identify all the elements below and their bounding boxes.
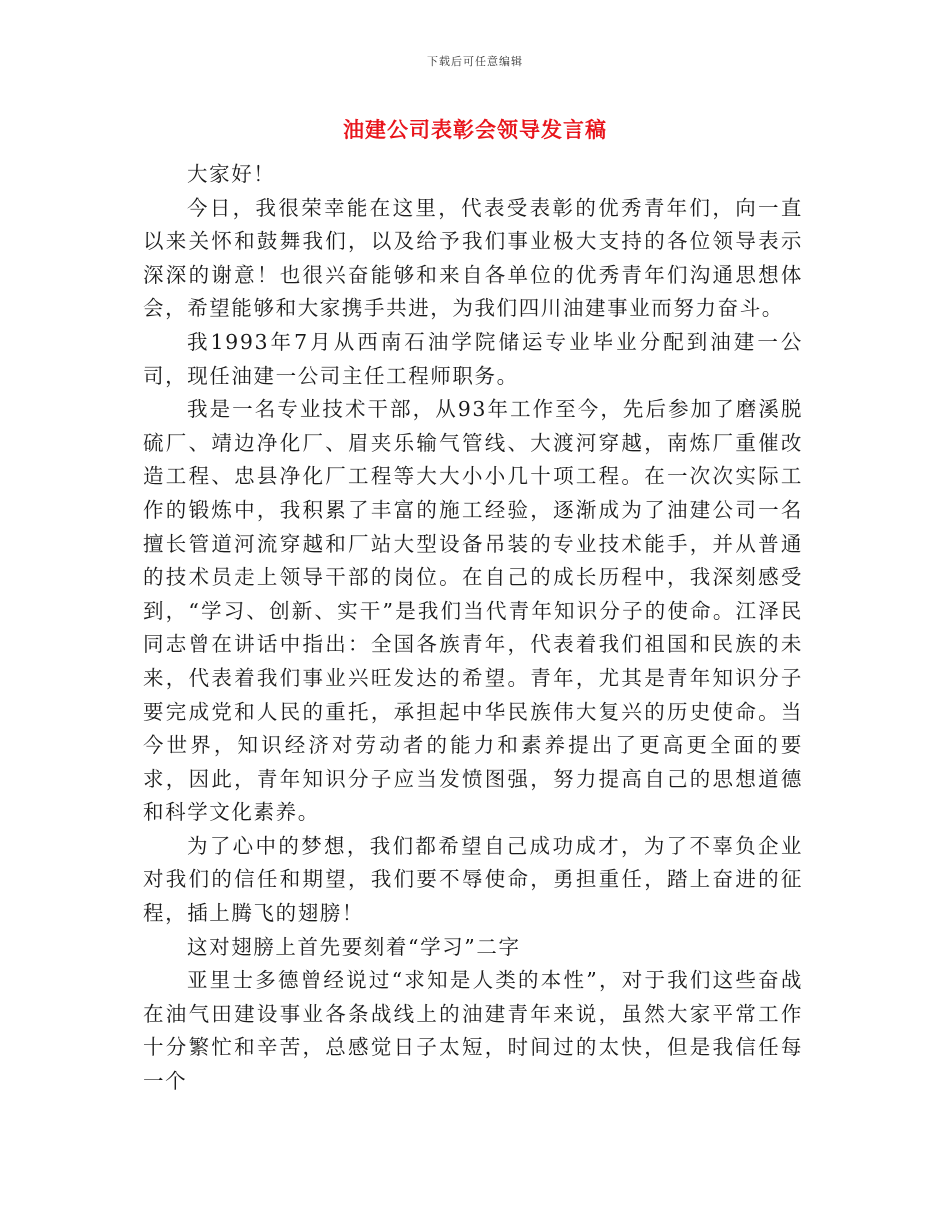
paragraph: 为了心中的梦想，我们都希望自己成功成才，为了不辜负企业对我们的信任和期望，我们要不辱使命，勇担重任，踏上奋进的征程，插上腾飞的翅膀！ (143, 833, 803, 926)
paragraph-subheading: 这对翅膀上首先要刻着“学习”二字 (187, 934, 521, 959)
paragraph: 我是一名专业技术干部，从93年工作至今，先后参加了磨溪脱硫厂、靖边净化厂、眉夹乐输气管线、大渡河穿越，南炼厂重催改造工程、忠县净化厂工程等大大小小几十项工程。在一次次实际工作的锻炼中，我积累了丰富的施工经验，逐渐成为了油建公司一名擅长管道河流穿越和厂站大型设备吊装的专业技术能手，并从普通的技术员走上领导干部的岗位。在自己的成长历程中，我深刻感受到，“学习、创新、实干”是我们当代青年知识分子的使命。江泽民同志曾在讲话中指出：全国各族青年，代表着我们祖国和民族的未来，代表着我们事业兴旺发达的希望。青年，尤其是青年知识分子要完成党和人民的重托，承担起中华民族伟大复兴的历史使命。当今世界，知识经济对劳动者的能力和素养提出了更高更全面的要求，因此，青年知识分子应当发愤图强，努力提高自己的思想道德和科学文化素养。 (143, 397, 803, 825)
paragraph-greeting: 大家好！ (187, 162, 276, 186)
header-note: 下载后可任意编辑 (427, 55, 523, 68)
document-title: 油建公司表彰会领导发言稿 (343, 117, 607, 142)
paragraph: 亚里士多德曾经说过“求知是人类的本性”，对于我们这些奋战在油气田建设事业各条战线上的油建青年来说，虽然大家平常工作十分繁忙和辛苦，总感觉日子太短，时间过的太快，但是我信任每一个 (143, 968, 803, 1094)
paragraph: 我1993年7月从西南石油学院储运专业毕业分配到油建一公司，现任油建一公司主任工程师职务。 (143, 329, 803, 388)
document-body (143, 158, 803, 1099)
paragraph: 今日，我很荣幸能在这里，代表受表彰的优秀青年们，向一直以来关怀和鼓舞我们，以及给予我们事业极大支持的各位领导表示深深的谢意！也很兴奋能够和来自各单位的优秀青年们沟通思想体会，希望能够和大家携手共进，为我们四川油建事业而努力奋斗。 (143, 195, 803, 321)
